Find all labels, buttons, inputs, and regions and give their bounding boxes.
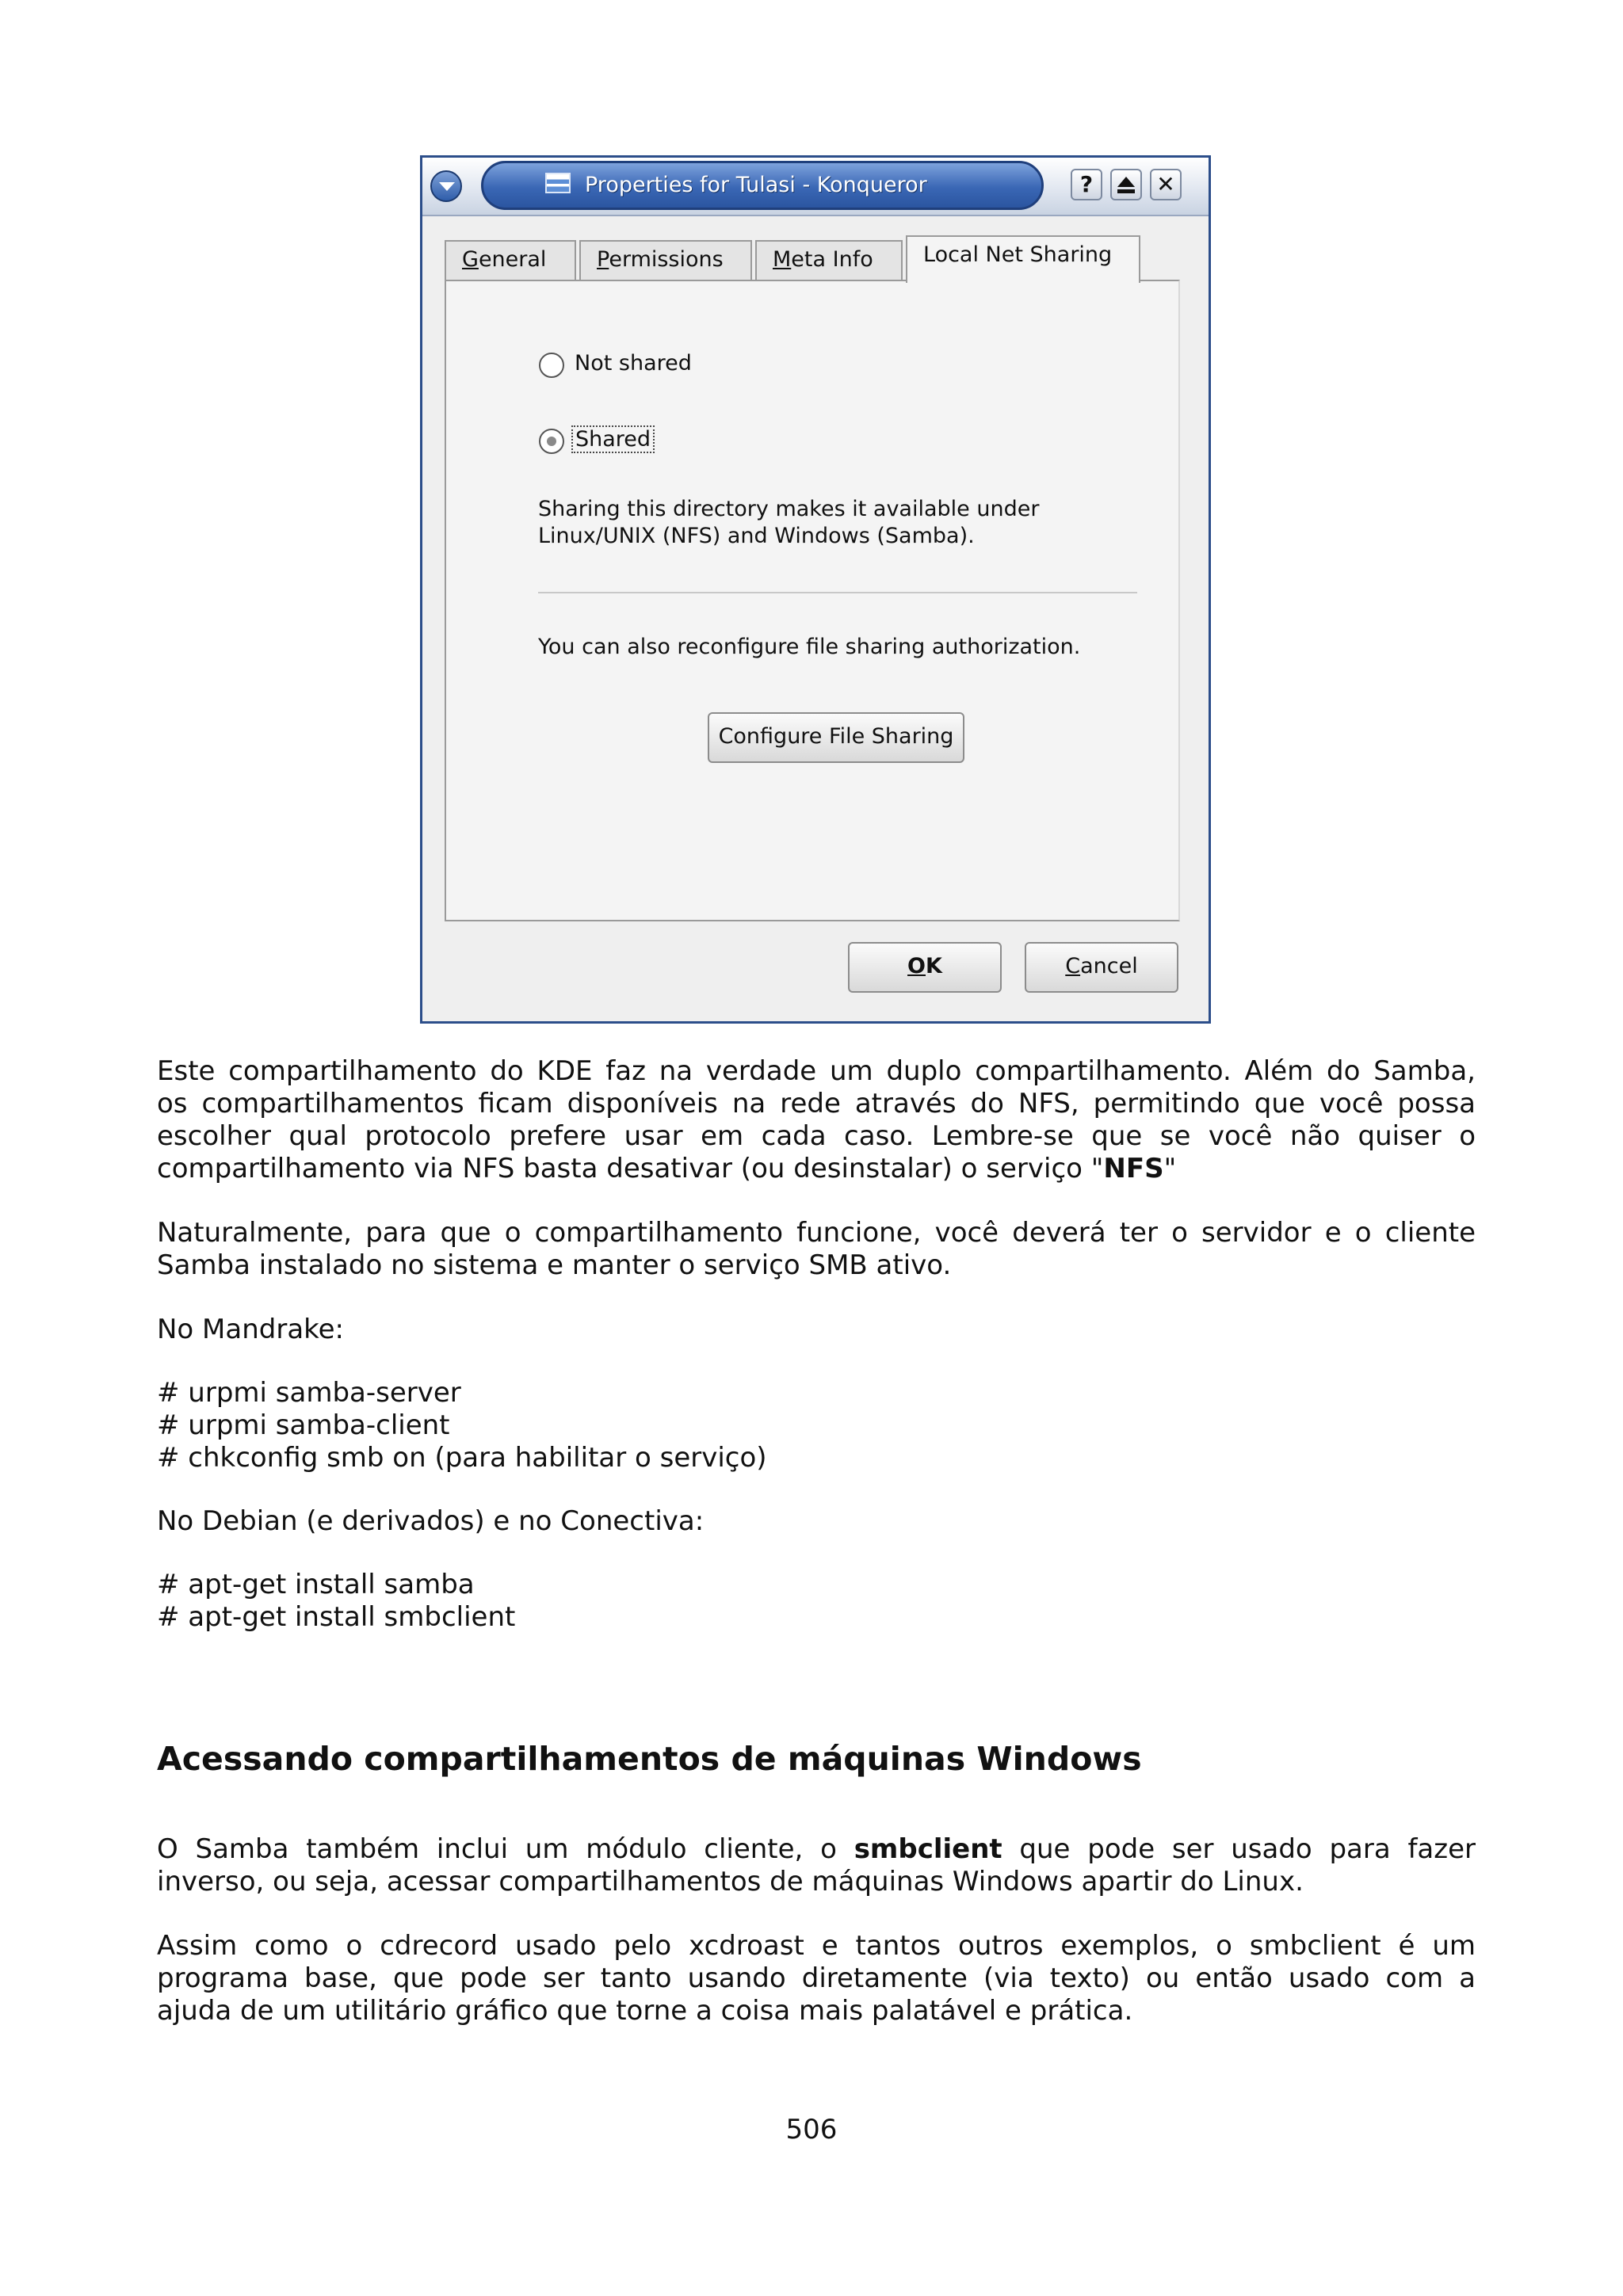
paragraph-cdrecord <box>157 1930 1476 2027</box>
not-shared-radio[interactable] <box>539 353 564 378</box>
tab-general-mnemonic: G <box>462 247 479 272</box>
command-line: # chkconfig smb on (para habilitar o serviço) <box>157 1442 767 1474</box>
debian-label <box>157 1505 1476 1538</box>
text-line: Samba instalado no sistema e manter o serviço SMB ativo. <box>157 1249 952 1281</box>
properties-dialog-screenshot <box>420 155 1211 1024</box>
title-pill <box>481 161 1044 210</box>
text-segment: compartilhamento via NFS basta desativar (ou desinstalar) o serviço " <box>157 1153 1104 1184</box>
text-line <box>157 1833 1476 1866</box>
tab-meta-info[interactable] <box>755 240 903 280</box>
text-line: Assim como o cdrecord usado pelo xcdroast e tantos outros exemplos, o smbclient é um <box>157 1930 1476 1962</box>
text-line: Este compartilhamento do KDE faz na verdade um duplo compartilhamento. Além do Samba, <box>157 1055 1476 1087</box>
shared-label[interactable]: Shared <box>571 425 655 453</box>
page-number: 506 <box>785 2114 838 2145</box>
window-menu-icon[interactable] <box>430 170 462 202</box>
ok-button[interactable] <box>848 942 1002 993</box>
text-line: os compartilhamentos ficam disponíveis na rede através do NFS, permitindo que você possa <box>157 1088 1476 1119</box>
paragraph-smbclient <box>157 1833 1476 1898</box>
shared-radio[interactable] <box>539 429 564 454</box>
tab-general[interactable] <box>445 240 576 280</box>
tab-panel <box>445 280 1180 921</box>
section-heading: Acessando compartilhamentos de máquinas Windows <box>157 1740 1142 1778</box>
text-line: escolher qual protocolo prefere usar em cada caso. Lembre-se que se você não quiser o <box>157 1120 1476 1152</box>
text-line <box>157 1153 1476 1185</box>
text-segment: " <box>1163 1153 1177 1184</box>
ok-mnemonic: O <box>907 954 926 978</box>
text-line: ajuda de um utilitário gráfico que torne a coisa mais palatável e prática. <box>157 1995 1133 2027</box>
separator <box>538 592 1137 593</box>
text-line: No Mandrake: <box>157 1314 345 1345</box>
window-title: Properties for Tulasi - Konqueror <box>585 173 927 197</box>
title-bar <box>422 158 1209 216</box>
debian-commands <box>157 1569 1476 1634</box>
paragraph-kde-sharing <box>157 1055 1476 1185</box>
tab-permissions[interactable] <box>579 240 752 280</box>
command-line: # apt-get install smbclient <box>157 1601 516 1633</box>
reconfigure-text: You can also reconfigure file sharing authorization. <box>538 635 1081 659</box>
tab-general-label: eneral <box>478 247 547 272</box>
tab-permissions-label: ermissions <box>609 247 724 272</box>
tab-meta-info-label: eta Info <box>791 247 873 272</box>
text-segment: O Samba também inclui um módulo cliente, o <box>157 1833 854 1865</box>
command-line: # urpmi samba-client <box>157 1409 450 1441</box>
sharing-description-line-1: Sharing this directory makes it available under <box>538 497 1040 521</box>
tab-permissions-mnemonic: P <box>597 247 609 272</box>
close-button[interactable]: ✕ <box>1150 169 1182 200</box>
mandrake-commands <box>157 1377 1476 1474</box>
help-button[interactable]: ? <box>1071 169 1102 200</box>
tab-local-net-sharing[interactable] <box>906 235 1140 283</box>
text-line: No Debian (e derivados) e no Conectiva: <box>157 1505 705 1537</box>
folder-icon <box>545 173 571 193</box>
command-line: # apt-get install samba <box>157 1569 475 1600</box>
smbclient-bold: smbclient <box>854 1833 1002 1865</box>
shade-icon[interactable] <box>1110 169 1142 200</box>
sharing-description-line-2: Linux/UNIX (NFS) and Windows (Samba). <box>538 524 975 548</box>
mandrake-label <box>157 1314 1476 1346</box>
tab-local-net-sharing-label: Local Net Sharing <box>923 242 1113 267</box>
paragraph-samba-required <box>157 1217 1476 1282</box>
text-segment: que pode ser usado para fazer <box>1002 1833 1476 1865</box>
nfs-bold: NFS <box>1103 1153 1164 1184</box>
configure-file-sharing-button[interactable]: Configure File Sharing <box>708 712 964 763</box>
tab-meta-info-mnemonic: M <box>773 247 792 272</box>
text-line: programa base, que pode ser tanto usando diretamente (via texto) ou então usado com a <box>157 1962 1476 1994</box>
cancel-label: ancel <box>1080 954 1138 978</box>
text-line: inverso, ou seja, acessar compartilhamentos de máquinas Windows apartir do Linux. <box>157 1866 1304 1897</box>
not-shared-label[interactable]: Not shared <box>575 351 692 376</box>
cancel-button[interactable] <box>1025 942 1178 993</box>
ok-label: K <box>926 954 942 978</box>
command-line: # urpmi samba-server <box>157 1377 461 1409</box>
cancel-mnemonic: C <box>1065 954 1081 978</box>
text-line: Naturalmente, para que o compartilhamento funcione, você deverá ter o servidor e o cliente <box>157 1217 1476 1249</box>
